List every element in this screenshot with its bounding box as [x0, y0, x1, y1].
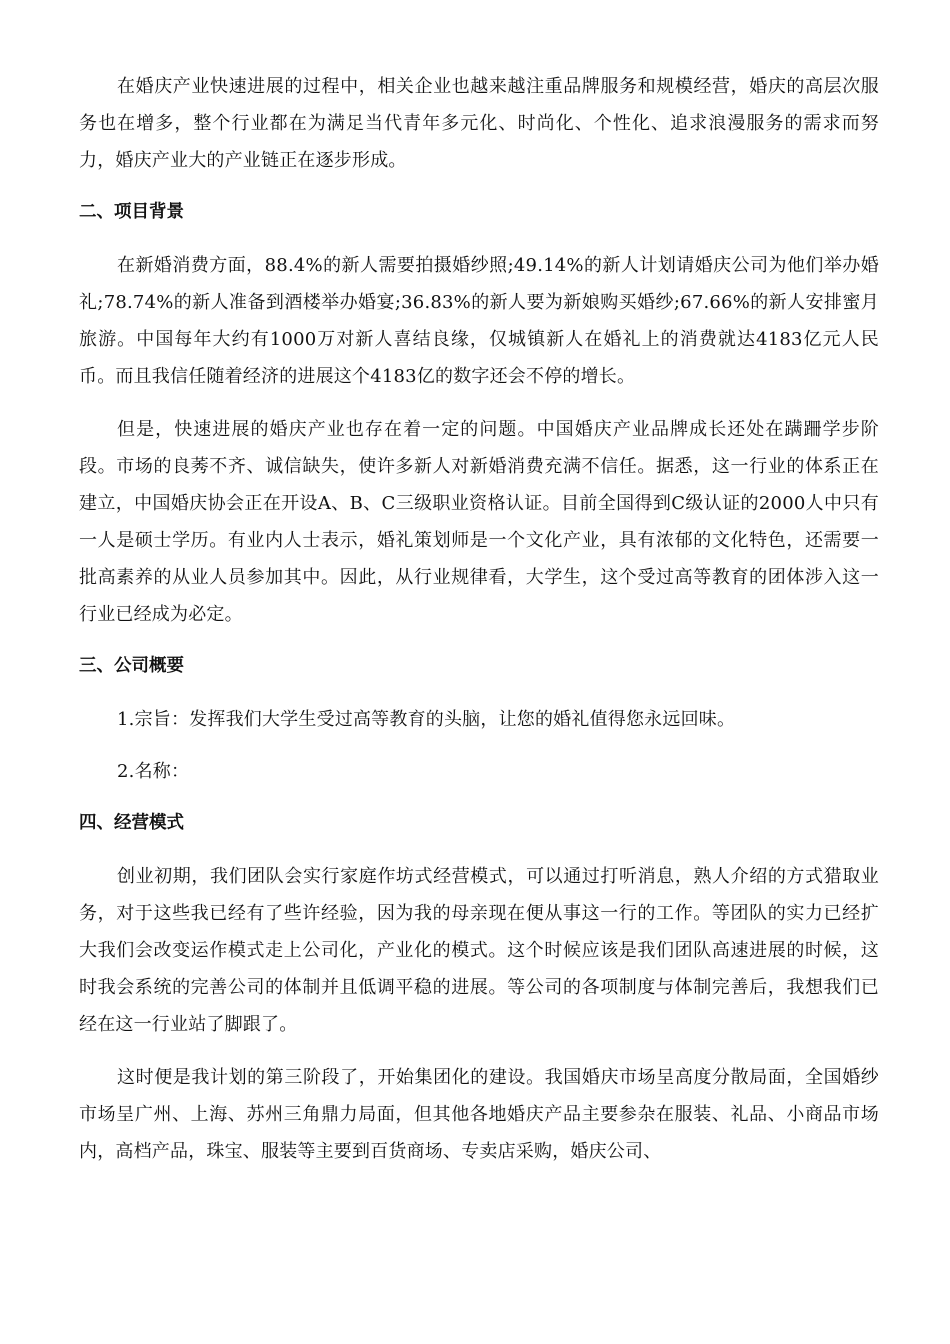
paragraph-consumption-stats: 在新婚消费方面，88.4%的新人需要拍摄婚纱照;49.14%的新人计划请婚庆公司为他们举办婚礼;78.74%的新人准备到酒楼举办婚宴;36.83%的新人要为新娘购买婚纱;67.66%的新人安排蜜月旅游。中国每年大约有1000万对新人喜结良缘，仅城镇新人在婚礼上的消费就达4183亿元人民币。而且我信任随着经济的进展这个4183亿的数字还会不停的增长。 [79, 255, 879, 387]
paragraph-group-phase: 这时便是我计划的第三阶段了，开始集团化的建设。我国婚庆市场呈高度分散局面，全国婚纱市场呈广州、上海、苏州三角鼎力局面，但其他各地婚庆产品主要参杂在服装、礼品、小商品市场内，高档产品，珠宝、服装等主要到百货商场、专卖店采购，婚庆公司、 [79, 1067, 879, 1162]
section-heading-project-background: 二、项目背景 [79, 202, 184, 222]
paragraph-startup-model: 创业初期，我们团队会实行家庭作坊式经营模式，可以通过打听消息，熟人介绍的方式猎取业务，对于这些我已经有了些许经验，因为我的母亲现在便从事这一行的工作。等团队的实力已经扩大我们会改变运作模式走上公司化，产业化的模式。这个时候应该是我们团队高速进展的时候，这时我会系统的完善公司的体制并且低调平稳的进展。等公司的各项制度与体制完善后，我想我们已经在这一行业站了脚跟了。 [79, 866, 879, 1035]
document-page [79, 68, 879, 1170]
list-item-purpose: 1.宗旨：发挥我们大学生受过高等教育的头脑，让您的婚礼值得您永远回味。 [117, 709, 736, 730]
intro-paragraph: 在婚庆产业快速进展的过程中，相关企业也越来越注重品牌服务和规模经营，婚庆的高层次服务也在增多，整个行业都在为满足当代青年多元化、时尚化、个性化、追求浪漫服务的需求而努力，婚庆产业大的产业链正在逐步形成。 [79, 76, 879, 171]
section-heading-business-model: 四、经营模式 [79, 813, 184, 833]
list-item-name: 2.名称： [117, 761, 190, 782]
paragraph-industry-problems: 但是，快速进展的婚庆产业也存在着一定的问题。中国婚庆产业品牌成长还处在蹒跚学步阶段。市场的良莠不齐、诚信缺失，使许多新人对新婚消费充满不信任。据悉，这一行业的体系正在建立，中国婚庆协会正在开设A、B、C三级职业资格认证。目前全国得到C级认证的2000人中只有一人是硕士学历。有业内人士表示，婚礼策划师是一个文化产业，具有浓郁的文化特色，还需要一批高素养的从业人员参加其中。因此，从行业规律看，大学生，这个受过高等教育的团体涉入这一行业已经成为必定。 [79, 419, 879, 625]
section-heading-company-overview: 三、公司概要 [79, 656, 184, 676]
